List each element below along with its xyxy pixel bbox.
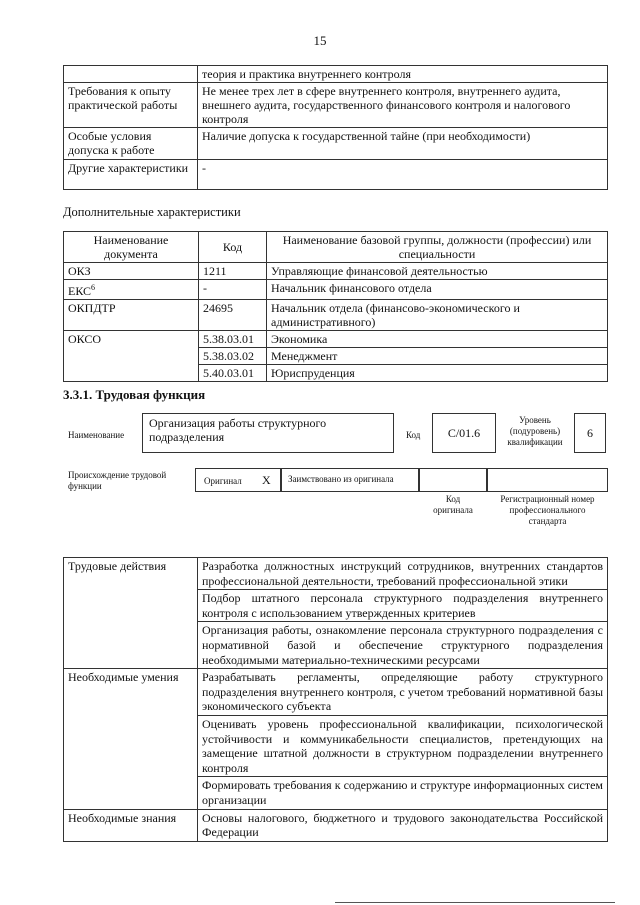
item-cell: Разработка должностных инструкций сотрудников, внутренних стандартов профессиональной деятельности, требований профессиональной этики [198, 558, 608, 590]
name-cell: Юриспруденция [267, 365, 608, 382]
function-code-value: C/01.6 [447, 426, 481, 440]
page-bottom-rule [335, 902, 615, 903]
additional-characteristics-table [63, 231, 608, 382]
name-label: Наименование [68, 430, 125, 440]
row-value: - [198, 160, 608, 190]
column-header-name: Наименование базовой группы, должности (профессии) или специальности [267, 232, 608, 263]
table-row [64, 160, 608, 190]
table-header-row [64, 232, 608, 263]
name-cell: Начальник отдела (финансово-экономического и административного) [267, 300, 608, 331]
row-label: Требования к опыту практической работы [64, 83, 198, 128]
category-cell: Необходимые умения [64, 669, 198, 809]
table-row [64, 809, 608, 841]
origin-label: Происхождение трудовой функции [68, 470, 167, 491]
name-cell: Экономика [267, 331, 608, 348]
footnote-mark: 6 [91, 283, 96, 292]
row-value: Не менее трех лет в сфере внутреннего контроля, внутреннего аудита, внешнего аудита, государственного финансового контроля и налогового контроля [198, 83, 608, 128]
labor-functions-table [63, 557, 608, 842]
table-row [64, 331, 608, 348]
section-title: 3.3.1. Трудовая функция [63, 387, 206, 402]
doc-cell: ОКЗ [64, 263, 199, 280]
name-cell: Управляющие финансовой деятельностью [267, 263, 608, 280]
item-cell: Организация работы, ознакомление персонала структурного подразделения с нормативной базой и обеспечение структурного подразделения необходимыми материально-техническими ресурсами [198, 622, 608, 669]
code-cell: 5.38.03.01 [199, 331, 267, 348]
code-cell: 24695 [199, 300, 267, 331]
code-cell: 5.40.03.01 [199, 365, 267, 382]
level-label: Уровень (подуровень) квалификации [507, 415, 563, 447]
qualification-requirements-table [63, 65, 608, 190]
function-code-box [432, 413, 496, 453]
code-cell: - [199, 280, 267, 300]
function-name-box [142, 413, 394, 453]
code-cell: 1211 [199, 263, 267, 280]
doc-cell [64, 280, 199, 300]
table-row [64, 66, 608, 83]
column-header-document: Наименование документа [64, 232, 199, 263]
item-cell: Разрабатывать регламенты, определяющие работу структурного подразделения внутреннего контроля, с учетом требований нормативной базы экономического субъекта [198, 669, 608, 716]
table-row [64, 300, 608, 331]
borrowed-label: Заимствовано из оригинала [288, 474, 394, 484]
function-name-value: Организация работы структурного подразделения [149, 416, 327, 444]
doc-cell: ОКПДТР [64, 300, 199, 331]
column-header-code: Код [199, 232, 267, 263]
table-row [64, 669, 608, 716]
level-box [574, 413, 606, 453]
additional-characteristics-title: Дополнительные характеристики [63, 205, 241, 219]
row-value: теория и практика внутреннего контроля [198, 66, 608, 83]
table-row [64, 558, 608, 590]
registration-number-caption: Регистрационный номер профессионального стандарта [500, 494, 595, 526]
original-code-caption: Код оригинала [433, 494, 473, 515]
category-cell: Необходимые знания [64, 809, 198, 841]
row-label: Особые условия допуска к работе [64, 128, 198, 160]
row-label [64, 66, 198, 83]
doc-name: ЕКС [68, 284, 92, 298]
table-row [64, 128, 608, 160]
level-value: 6 [587, 426, 593, 440]
page-number: 15 [313, 33, 327, 48]
registration-number-box [487, 468, 608, 492]
row-value: Наличие допуска к государственной тайне (при необходимости) [198, 128, 608, 160]
original-mark: X [262, 473, 271, 487]
category-cell: Трудовые действия [64, 558, 198, 669]
item-cell: Оценивать уровень профессиональной квалификации, психологической устойчивости и коммуникабельности специалистов, претендующих на замещение штатной должности в структурном подразделении внутреннего контроля [198, 715, 608, 776]
name-cell: Начальник финансового отдела [267, 280, 608, 300]
code-label: Код [406, 430, 421, 440]
table-row [64, 83, 608, 128]
item-cell: Формировать требования к содержанию и структуре информационных систем организации [198, 777, 608, 809]
table-row [64, 263, 608, 280]
item-cell: Подбор штатного персонала структурного подразделения внутреннего контроля с использованием утвержденных критериев [198, 590, 608, 622]
original-code-box [419, 468, 487, 492]
row-label: Другие характеристики [64, 160, 198, 190]
code-cell: 5.38.03.02 [199, 348, 267, 365]
doc-cell: ОКСО [64, 331, 199, 382]
name-cell: Менеджмент [267, 348, 608, 365]
item-cell: Основы налогового, бюджетного и трудового законодательства Российской Федерации [198, 809, 608, 841]
table-row [64, 280, 608, 300]
original-label: Оригинал [204, 476, 242, 486]
